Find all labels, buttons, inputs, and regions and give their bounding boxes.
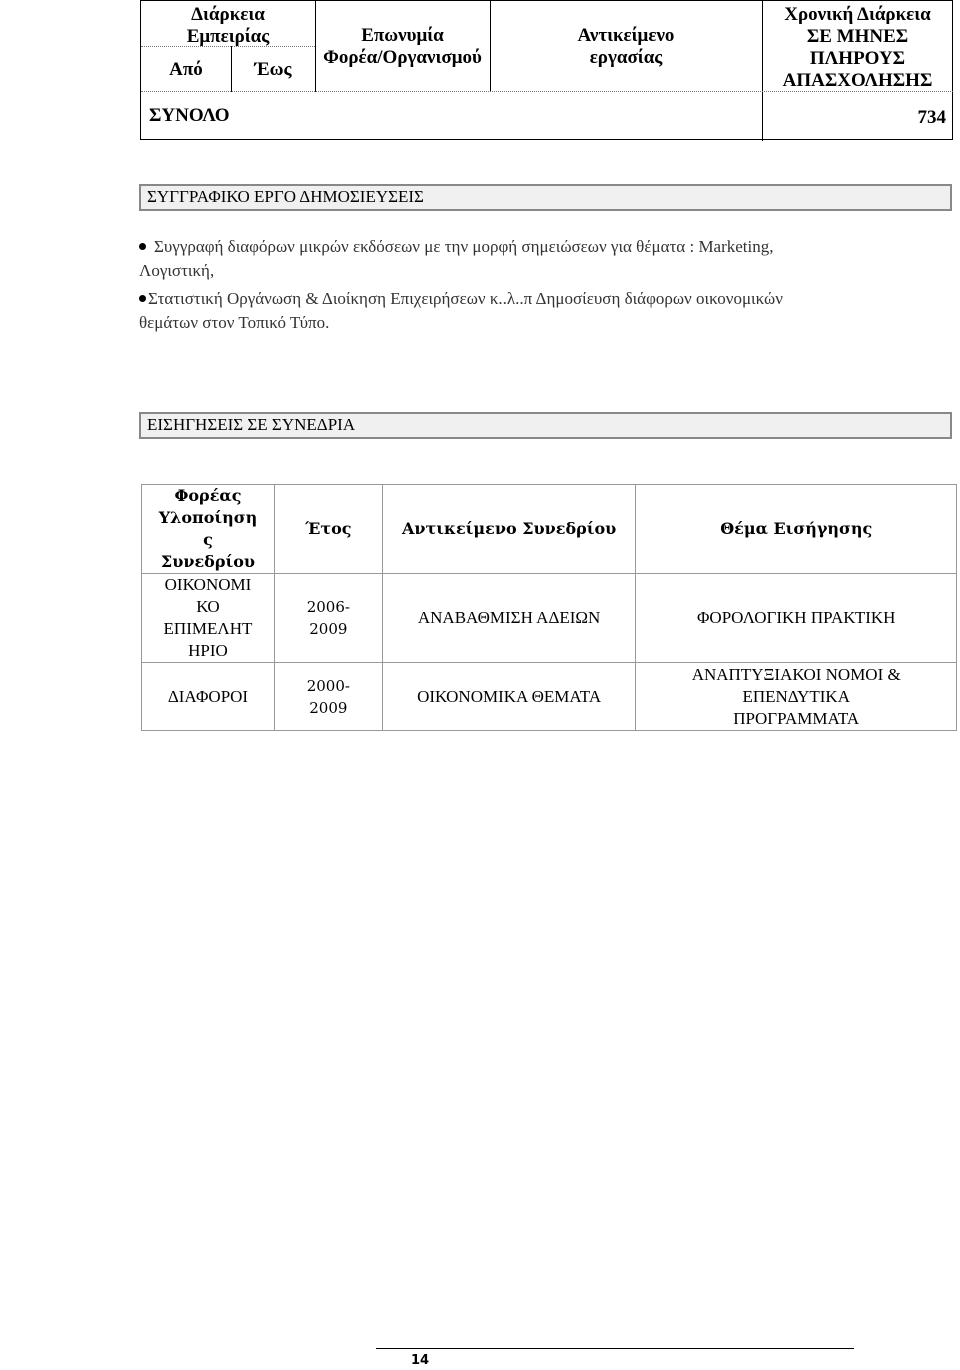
bullet1-line2: Λογιστική, (139, 261, 215, 280)
table-row (142, 663, 957, 731)
header-time-line1: Χρονική Διάρκεια (784, 4, 931, 25)
header-subject-line1: Αντικείμενο (577, 25, 675, 46)
writing-bullet-list (139, 235, 954, 335)
list-item (139, 235, 954, 259)
experience-table (140, 0, 953, 140)
row2-organizer-l1: ΔΙΑΦΟΡΟΙ (167, 686, 249, 706)
table-row (142, 574, 957, 663)
header-employer-line1: Επωνυμία (361, 25, 444, 46)
row2-topic-l3: ΠΡΟΓΡΑΜΜΑΤΑ (733, 708, 860, 728)
conference-section-title: ΕΙΣΗΓΗΣΕΙΣ ΣΕ ΣΥΝΕΔΡΙΑ (139, 412, 952, 439)
row2-year (274, 663, 382, 731)
bullet-icon (139, 295, 146, 302)
row2-topic-l1: ΑΝΑΠΤΥΞΙΑΚΟΙ ΝΟΜΟΙ & (691, 664, 901, 684)
header-subject: Αντικείμενο Συνεδρίου (382, 485, 636, 574)
header-duration-line1: Διάρκεια (191, 4, 265, 25)
header-organizer-l4: Συνεδρίου (160, 552, 255, 571)
bullet1-line1: Συγγραφή διαφόρων μικρών εκδόσεων με την μορφή σημειώσεων για θέματα : Marketing, (154, 237, 774, 256)
row2-topic-l2: ΕΠΕΝΔΥΤΙΚΑ (742, 686, 850, 706)
header-duration (141, 4, 315, 48)
bullet-icon (139, 243, 146, 250)
total-value: 734 (917, 107, 946, 128)
header-organizer (142, 485, 275, 574)
header-from: Από (169, 59, 203, 80)
row1-year (274, 574, 382, 663)
header-year: Έτος (274, 485, 382, 574)
list-item (139, 287, 954, 311)
header-organizer-l2: Υλοποίηση (158, 508, 258, 527)
row2-topic (636, 663, 957, 731)
row1-year-l1: 2006- (306, 598, 350, 616)
row1-organizer-l1: ΟΙΚΟΝΟΜΙ (164, 575, 252, 594)
header-to: Έως (254, 59, 292, 80)
footer-rule (376, 1348, 854, 1349)
row1-organizer-l2: ΚΟ (196, 597, 220, 616)
row1-subject: ΑΝΑΒΑΘΜΙΣΗ ΑΔΕΙΩΝ (382, 574, 636, 663)
header-employer-line2: Φορέα/Οργανισμού (323, 47, 482, 68)
header-topic: Θέμα Εισήγησης (636, 485, 957, 574)
row2-year-l2: 2009 (309, 698, 348, 717)
header-subject-line2: εργασίας (589, 47, 663, 68)
header-time-line3: ΠΛΗΡΟΥΣ (809, 48, 906, 69)
writing-section-title: ΣΥΓΓΡΑΦΙΚΟ ΕΡΓΟ ΔΗΜΟΣΙΕΥΣΕΙΣ (139, 184, 952, 211)
header-employer (315, 25, 490, 69)
row1-topic (636, 574, 957, 663)
total-label: ΣΥΝΟΛΟ (149, 105, 230, 126)
row1-topic-l1: ΦΟΡΟΛΟΓΙΚΗ ΠΡΑΚΤΙΚΗ (697, 608, 896, 627)
row1-organizer-l4: ΗΡΙΟ (188, 641, 228, 660)
page-number: 14 (410, 1353, 430, 1368)
header-time-line2: ΣΕ ΜΗΝΕΣ (806, 26, 909, 47)
row1-organizer (142, 574, 275, 663)
header-organizer-l1: Φορέας (174, 486, 242, 505)
header-duration-line2: Εμπειρίας (186, 26, 270, 47)
row1-year-l2: 2009 (309, 620, 348, 638)
header-time-line4: ΑΠΑΣΧΟΛΗΣΗΣ (782, 70, 933, 91)
header-organizer-l3: ς (203, 530, 213, 549)
row2-subject: ΟΙΚΟΝΟΜΙΚΑ ΘΕΜΑΤΑ (382, 663, 636, 731)
row1-organizer-l3: ΕΠΙΜΕΛΗΤ (163, 619, 253, 638)
conference-table (141, 484, 957, 731)
bullet2-line2: θεμάτων στον Τοπικό Τύπο. (139, 313, 330, 332)
table-header-row (142, 485, 957, 574)
header-time (762, 4, 953, 92)
bullet2-line1: Στατιστική Οργάνωση & Διοίκηση Επιχειρήσεων κ..λ..π Δημοσίευση διάφορων οικονομικών (148, 289, 783, 308)
row2-organizer (142, 663, 275, 731)
header-subject (490, 25, 762, 69)
row2-year-l1: 2000- (306, 676, 350, 695)
